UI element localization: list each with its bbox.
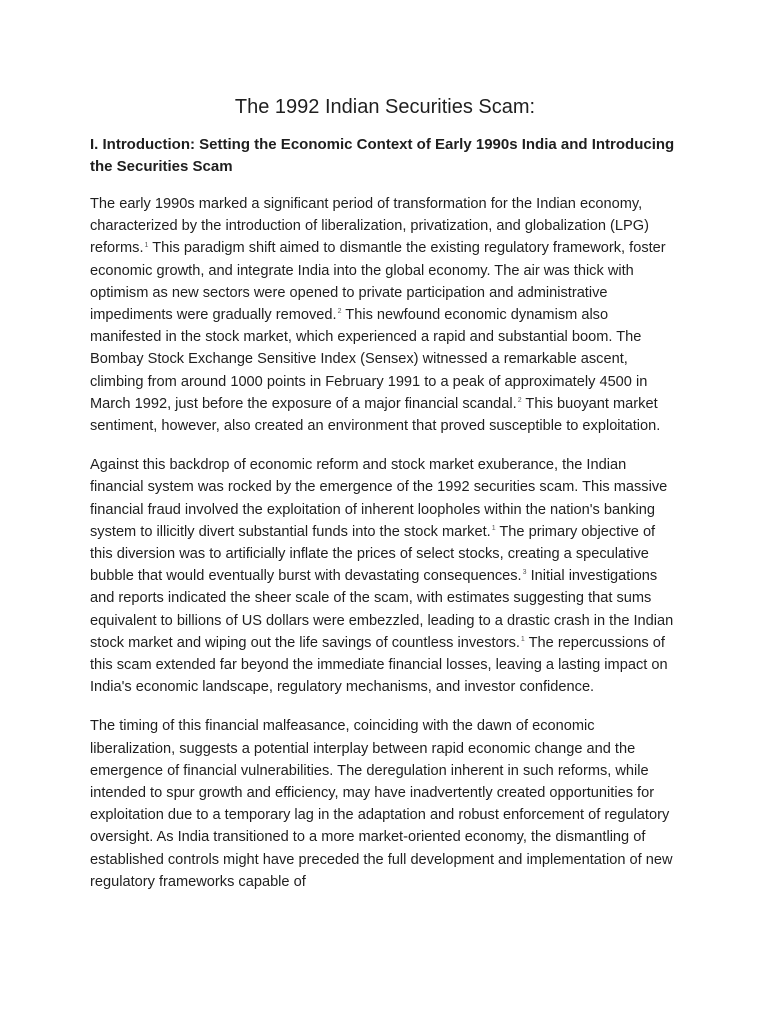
footnote-ref[interactable]: 1	[144, 241, 149, 249]
paragraph-1	[90, 193, 680, 437]
paragraph-text: The timing of this financial malfeasance, coinciding with the dawn of economic liberalization, suggests a potential interplay between rapid economic change and the emergence of financial vulnerabilities. The deregulation inherent in such reforms, while intended to spur growth and efficiency, may have inadvertently created opportunities for exploitation due to a temporary lag in the adaptation and robust enforcement of regulatory oversight. As India transitioned to a more market-oriented economy, the dismantling of established controls might have preceded the full development and implementation of new regulatory frameworks capable of	[90, 718, 673, 890]
paragraph-text: The primary objective of this diversion was to artificially inflate the prices of select stocks, creating a speculative bubble that would eventually burst with devastating consequences.	[90, 523, 656, 585]
document-title: The 1992 Indian Securities Scam:	[234, 96, 536, 118]
paragraph-text: This newfound economic dynamism also manifested in the stock market, which experienced a rapid and substantial boom. The Bombay Stock Exchange Sensitive Index (Sensex) witnessed a remarkable ascent, climbing from around 1000 points in February 1991 to a peak of approximately 4500 in March 1992, just before the exposure of a major financial scandal.	[90, 307, 648, 412]
paragraph-text: The repercussions of this scam extended far beyond the immediate financial losses, leaving a lasting impact on India's economic landscape, regulatory mechanisms, and investor confidence.	[90, 634, 668, 696]
paragraph-text: Initial investigations and reports indicated the sheer scale of the scam, with estimates suggesting that sums equivalent to billions of US dollars were embezzled, leading to a drastic crash in the Indian stock market and wiping out the life savings of countless investors.	[90, 568, 674, 651]
paragraph-3	[90, 715, 680, 893]
footnote-ref[interactable]: 3	[522, 569, 527, 577]
footnote-ref[interactable]: 1	[520, 636, 525, 643]
paragraph-2	[90, 454, 680, 698]
paragraph-text: Against this backdrop of economic reform and stock market exuberance, the Indian financial system was rocked by the emergence of the 1992 securities scam. This massive financial fraud involved the exploitation of inherent loopholes within the nation's banking system to illicitly divert substantial funds into the stock market.	[90, 457, 668, 540]
paragraph-text: This paradigm shift aimed to dismantle the existing regulatory framework, foster economic growth, and integrate India into the global economy. The air was thick with optimism as new sectors were opened to private participation and administrative impediments were gradually removed.	[90, 240, 666, 324]
footnote-ref[interactable]: 2	[337, 308, 342, 316]
paragraph-text: This buoyant market sentiment, however, also created an environment that proved susceptible to exploitation.	[90, 395, 661, 435]
footnote-ref[interactable]: 1	[491, 524, 496, 532]
paragraph-text: The early 1990s marked a significant period of transformation for the Indian economy, characterized by the introduction of liberalization, privatization, and globalization (LPG) reforms.	[90, 196, 649, 257]
footnote-ref[interactable]: 2	[517, 396, 522, 404]
section-heading: I. Introduction: Setting the Economic Context of Early 1990s India and Introducing the Securities Scam	[90, 136, 675, 175]
